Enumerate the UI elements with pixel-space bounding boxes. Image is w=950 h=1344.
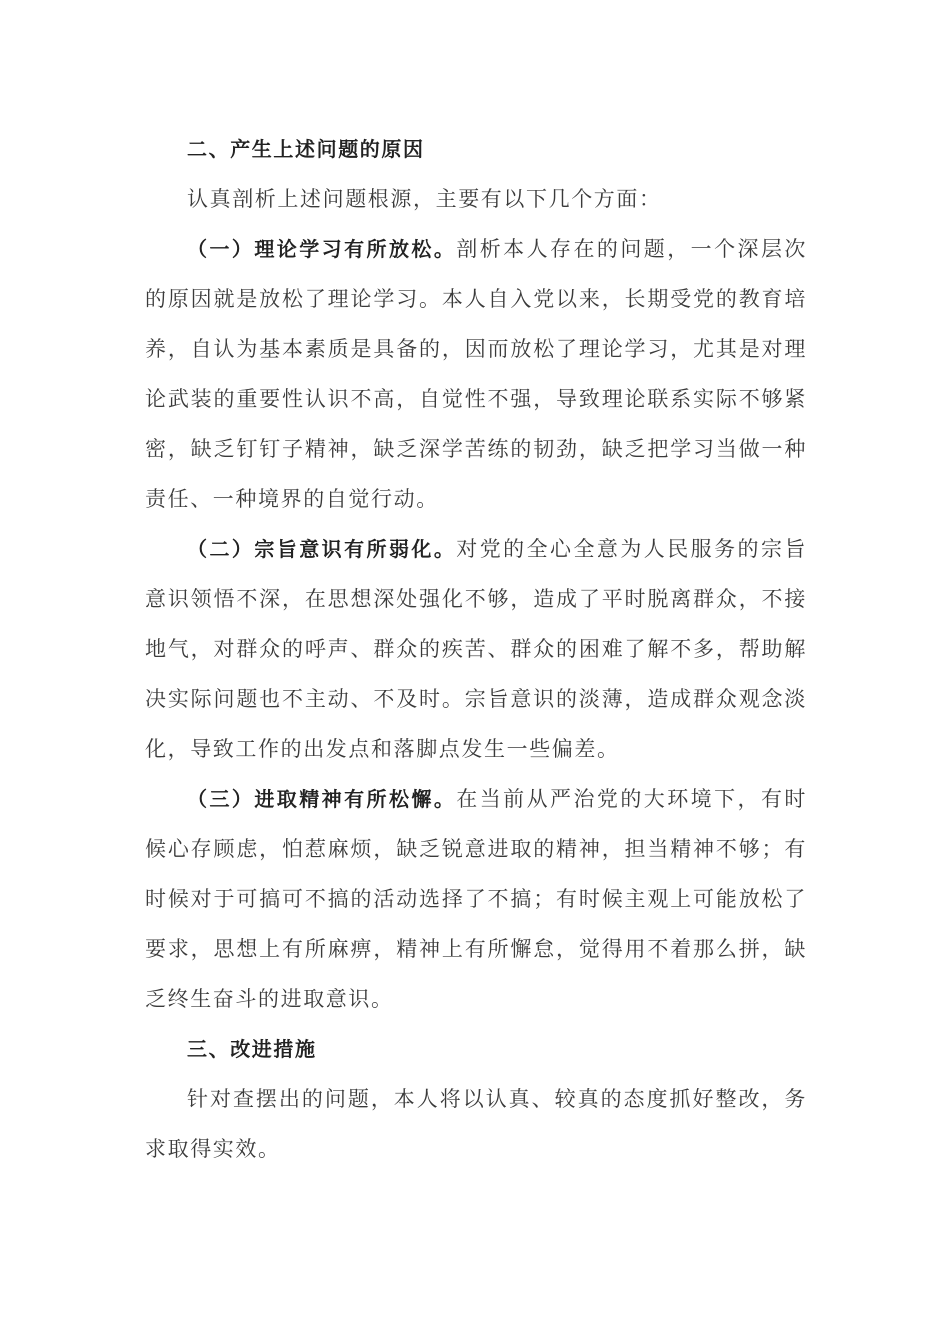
section-intro-causes: 认真剖析上述问题根源，主要有以下几个方面： — [187, 187, 662, 211]
section-intro-measures: 针对查摆出的问题，本人将以认真、较真的态度抓好整改，务求取得实效。 — [145, 1087, 807, 1161]
cause-point-2-text: 对党的全心全意为人民服务的宗旨意识领悟不深，在思想深处强化不够，造成了平时脱离群众，不接地气，对群众的呼声、群众的疾苦、群众的困难了解不多，帮助解决实际问题也不主动、不及时。宗旨意识的淡薄，造成群众观念淡化，导致工作的出发点和落脚点发生一些偏差。 — [145, 537, 808, 761]
section-heading-measures: 三、改进措施 — [187, 1037, 317, 1061]
cause-point-1-text: 剖析本人存在的问题，一个深层次的原因就是放松了理论学习。本人自入党以来，长期受党的教育培养，自认为基本素质是具备的，因而放松了理论学习，尤其是对理论武装的重要性认识不高，自觉性不强，导致理论联系实际不够紧密，缺乏钉钉子精神，缺乏深学苦练的韧劲，缺乏把学习当做一种责任、一种境界的自觉行动。 — [145, 237, 808, 511]
cause-point-2-title: （二）宗旨意识有所弱化。 — [187, 537, 457, 561]
cause-point-3-text: 在当前从严治党的大环境下，有时候心存顾虑，怕惹麻烦，缺乏锐意进取的精神，担当精神不够；有时候对于可搞可不搞的活动选择了不搞；有时候主观上可能放松了要求，思想上有所麻痹，精神上有所懈怠，觉得用不着那么拼，缺乏终生奋斗的进取意识。 — [145, 787, 808, 1011]
cause-point-1 — [145, 224, 807, 524]
cause-point-1-title: （一）理论学习有所放松。 — [187, 237, 457, 261]
cause-point-3-title: （三）进取精神有所松懈。 — [187, 787, 457, 811]
document-body — [145, 124, 807, 1174]
section-heading-causes: 二、产生上述问题的原因 — [187, 137, 425, 161]
cause-point-3 — [145, 774, 807, 1024]
cause-point-2 — [145, 524, 807, 774]
